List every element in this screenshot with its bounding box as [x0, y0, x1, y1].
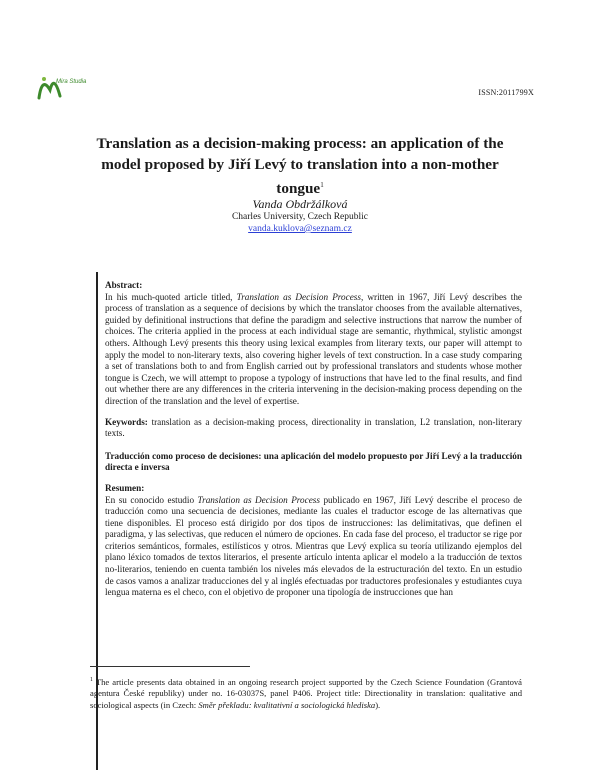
keywords-label: Keywords:	[105, 416, 148, 427]
paper-title: Translation as a decision-making process: an application of the model proposed by Jiří Levý to translation into a non-mother tongue$^1$	[96, 135, 504, 198]
resumen-text: En su conocido estudio Translation as Decision Process publicado en 1967, Jiří Levý describe el proceso de traducción como una secuencia de decisiones, mediante las cuales el traductor escoge de las alternativas que tiene disponibles. El proceso está dirigido por dos tipos de instrucciones: las delimitativas, que definen el paradigma, y las selectivas, que reducen el número de opciones. En cada fase del proceso, el traductor se rige por criterios semánticos, formales, estilísticos y otros. Mientras que Levý explica su teoría utilizando ejemplos del plano léxico tomados de textos literarios, el presente artículo intenta aplicar el modelo a la traducción de textos no-literarios, teniendo en cuenta también los niveles más elevados de la estructuración del texto. En un estudio de casos vamos a analizar traducciones del y al inglés efectuadas por traductores profesionales y estudiantes cuya lengua materna es el checo, con el objetivo de proponer una tipología de instrucciones que han	[105, 494, 522, 598]
abstract-heading: Abstract:	[105, 280, 143, 290]
author-email	[0, 224, 600, 234]
journal-logo	[36, 70, 87, 104]
abstract-text: In his much-quoted article titled, Translation as Decision Process, written in 1967, Jiří Levý describes the process of translation as a sequence of decisions by which the translator chooses from the available alternatives, guided by definitional instructions that define the paradigm and selective instructions that narrow the number of choices. The criteria applied in the process at each individual stage are semantic, rhythmical, stylistic amongst others. Although Levý presents this theory using lexical examples from literary texts, our paper will attempt to apply the model to non-literary texts, also covering higher levels of text construction. In a case study comparing a set of translations both to and from English carried out by professional translators and students whose mother tongue is Czech, we will attempt to propose a typology of instructions that have led to the final results, and find out whether there are any differences in the criteria intervening in the decision-making process depending on the direction of the translation and the level of expertise.	[105, 291, 522, 406]
resumen-heading: Resumen:	[105, 482, 145, 493]
email-link[interactable]: vanda.kuklova@seznam.cz	[248, 224, 352, 234]
issn-label: ISSN:2011799X	[478, 88, 534, 97]
keywords: Keywords: translation as a decision-making process, directionality in translation, L2 translation, non-literary texts.	[105, 416, 522, 439]
title-footnote-mark: 1	[320, 181, 324, 189]
author-affiliation: Charles University, Czech Republic	[231, 212, 369, 222]
footnote: $^1$ The article presents data obtained in an ongoing research project supported by the Czech Science Foundation (Grantová agentura České republiky) under no. 16-03037S, panel P406. Project title: Directionality in translation: qualitative and sociological aspects (in Czech: Směr překladu: kvalitativní a sociologická hlediska).	[90, 676, 522, 710]
abstract-work-title: Translation as Decision Process,	[236, 291, 364, 302]
author-name: Vanda Obdržálková	[252, 197, 348, 211]
resumen-work-title: Translation as Decision Process	[197, 494, 320, 505]
footnote-mark: 1	[90, 677, 93, 683]
footnote-italic-title: Směr překladu: kvalitativní a sociologická hlediska	[198, 699, 376, 710]
spanish-title: Traducción como proceso de decisiones: una aplicación del modelo propuesto por Jiří Levý a la traducción directa e inversa	[105, 450, 522, 473]
svg-text:Mira Studia: Mira Studia	[56, 79, 87, 85]
abstract-block	[105, 280, 522, 599]
footnote-separator	[90, 666, 250, 667]
